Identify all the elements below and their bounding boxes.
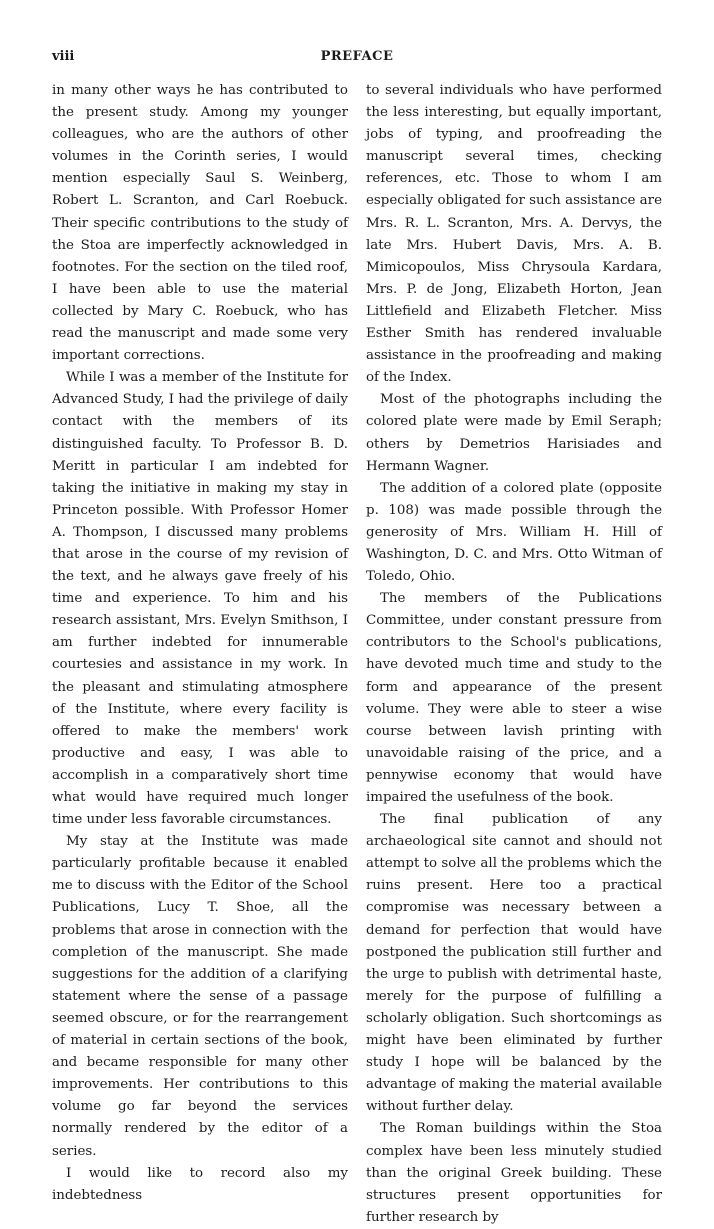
paragraph: The addition of a colored plate (opposite p. 108) was made possible through the generosity of Mrs. William H. Hill of Washington, D. C. and Mrs. Otto Witman of Toledo, Ohio. (366, 480, 662, 585)
paragraph: in many other ways he has contributed to the present study. Among my younger colleagues, who are the authors of other volumes in the Corinth series, I would mention especially Saul S. Weinberg, Robert L. Scranton, and Carl Roebuck. Their specific contributions to the study of the Stoa are imperfectly acknowledged in footnotes. For the section on the tiled roof, I have been able to use the material collected by Mary C. Roebuck, who has read the manuscript and made some very important corrections. (52, 83, 348, 364)
paragraph: Most of the photographs including the colored plate were made by Emil Seraph; others by Demetrios Harisiades and Hermann Wagner. (366, 392, 662, 474)
paragraph: My stay at the Institute was made particularly profitable because it enabled me to discuss with the Editor of the School Publications, Lucy T. Shoe, all the problems that arose in connection with the completion of the manuscript. She made suggestions for the addition of a clarifying statement where the sense of a passage seemed obscure, or for the rearrangement of material in certain sections of the book, and became responsible for many other improvements. Her contributions to this volume go far beyond the services normally rendered by the editor of a series. (52, 834, 348, 1159)
right-column (366, 80, 662, 1229)
paragraph: The final publication of any archaeological site cannot and should not attempt to solve all the problems which the ruins present. Here too a practical compromise was necessary between a demand for perfection that would have postponed the publication still further and the urge to publish with detrimental haste, merely for the purpose of fulfilling a scholarly obligation. Such shortcomings as might have been eliminated by further study I hope will be balanced by the advantage of making the material available without further delay. (366, 812, 662, 1115)
page-header (52, 49, 662, 71)
left-column (52, 80, 348, 1229)
paragraph: While I was a member of the Institute for Advanced Study, I had the privilege of daily contact with the members of its distinguished faculty. To Professor B. D. Meritt in particular I am indebted for taking the initiative in making my stay in Princeton possible. With Professor Homer A. Thompson, I discussed many problems that arose in the course of my revision of the text, and he always gave freely of his time and experience. To him and his research assistant, Mrs. Evelyn Smithson, I am further indebted for innumerable courtesies and assistance in my work. In the pleasant and stimulating atmosphere of the Institute, where every facility is offered to make the members' work productive and easy, I was able to accomplish in a comparatively short time what would have required much longer time under less favorable circumstances. (52, 370, 348, 828)
running-head: PREFACE (320, 49, 394, 64)
page-number: viii (52, 49, 75, 64)
paragraph: The members of the Publications Committee, under constant pressure from contributors to the School's publications, have devoted much time and study to the form and appearance of the present volume. They were able to steer a wise course between lavish printing with unavoidable raising of the price, and a pennywise economy that would have impaired the usefulness of the book. (366, 591, 662, 805)
paragraph: The Roman buildings within the Stoa complex have been less minutely studied than the original Greek building. These structures present opportunities for further research by (366, 1121, 662, 1225)
paragraph: I would like to record also my indebtedness (52, 1165, 348, 1203)
paragraph: to several individuals who have performed the less interesting, but equally important, jobs of typing, and proofreading the manuscript several times, checking references, etc. Those to whom I am especially obligated for such assistance are Mrs. R. L. Scranton, Mrs. A. Dervys, the late Mrs. Hubert Davis, Mrs. A. B. Mimicopoulos, Miss Chrysoula Kardara, Mrs. P. de Jong, Elizabeth Horton, Jean Littlefield and Elizabeth Fletcher. Miss Esther Smith has rendered invaluable assistance in the proofreading and making of the Index. (366, 83, 662, 386)
text-columns (52, 80, 662, 1229)
